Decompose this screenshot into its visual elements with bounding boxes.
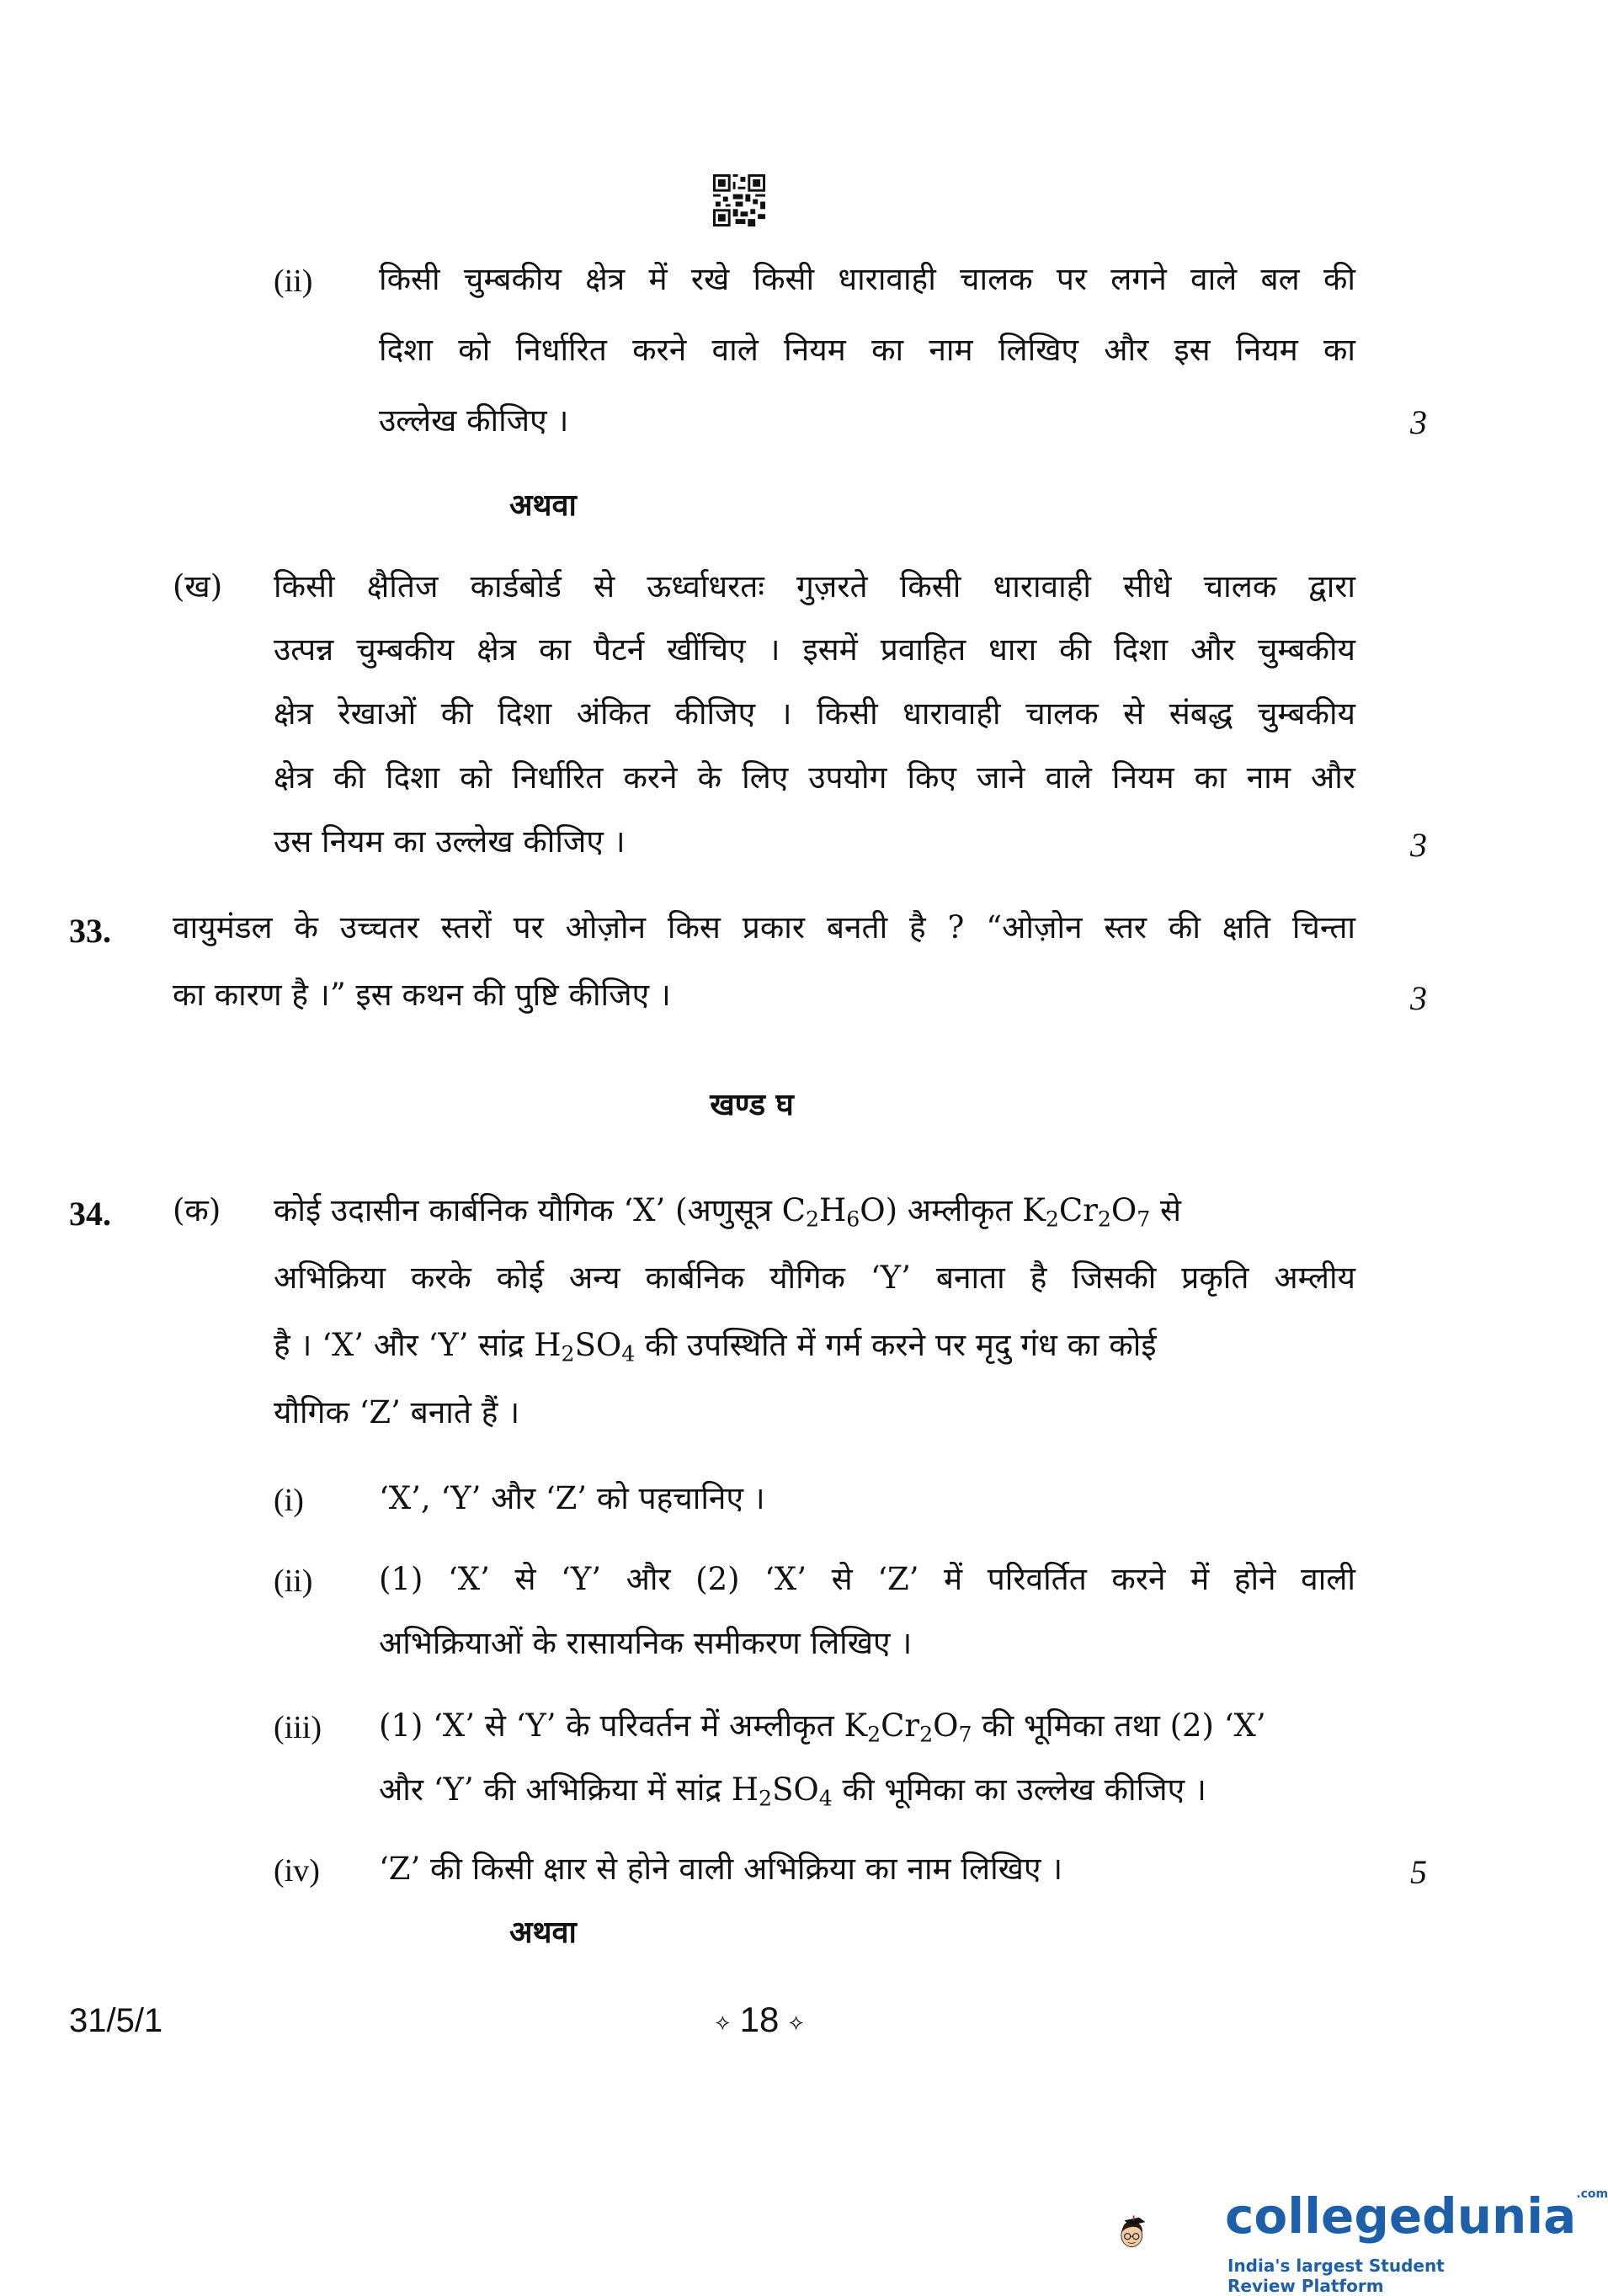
or-heading-2: अथवा [509,1915,577,1950]
q32-ii-line-2: दिशा को निर्धारित करने वाले नियम का नाम लिखिए और इस नियम का [379,332,1355,368]
ornament-left-icon: ⟡ [715,2008,730,2034]
q34-line-4: यौगिक ‘Z’ बनाते हैं । [274,1394,520,1430]
ornament-right-icon: ⟡ [789,2008,804,2034]
q32-b-label: (ख) [173,568,223,605]
q34-line-2: अभिक्रिया करके कोई अन्य कार्बनिक यौगिक ‘Y’ बनाता है जिसकी प्रकृति अम्लीय [274,1260,1355,1296]
q32-b-line-2: उत्पन्न चुम्बकीय क्षेत्र का पैटर्न खींचिए । इसमें प्रवाहित धारा की दिशा और चुम्बकीय [274,631,1355,668]
q34-marks: 5 [1410,1853,1427,1891]
q32-b-line-4: क्षेत्र की दिशा को निर्धारित करने के लिए उपयोग किए जाने वाले नियम का नाम और [274,759,1355,796]
q33-marks: 3 [1410,979,1427,1017]
q32-b-line-1: किसी क्षैतिज कार्डबोर्ड से ऊर्ध्वाधरतः गुज़रते किसी धारावाही सीधे चालक द्वारा [274,568,1355,605]
q34-label: (क) [173,1192,221,1228]
q34-iii-label: (iii) [274,1710,322,1745]
q34-ii-line-2: अभिक्रियाओं के रासायनिक समीकरण लिखिए । [379,1625,913,1661]
q32-b-line-3: क्षेत्र रेखाओं की दिशा अंकित कीजिए । किसी धारावाही चालक से संबद्ध चुम्बकीय [274,695,1355,732]
q34-ii-line-1: (1) ‘X’ से ‘Y’ और (2) ‘X’ से ‘Z’ में परिवर्तित करने में होने वाली [379,1561,1355,1597]
qr-code [713,174,765,226]
q32-ii-marks: 3 [1410,403,1427,441]
page-number: ⟡ 18 ⟡ [715,2000,804,2039]
brand-tagline: India's largest Student Review Platform [1227,2256,1445,2296]
q34-iii-line-1: (1) ‘X’ से ‘Y’ के परिवर्तन में अम्लीकृत $K_2Cr_2O_7$ की भूमिका तथा (2) ‘X’ [379,1707,1266,1747]
or-heading-1: अथवा [509,487,577,523]
q32-ii-line-3: उल्लेख कीजिए । [379,402,569,439]
q34-iv-text: ‘Z’ की किसी क्षार से होने वाली अभिक्रिया का नाम लिखिए । [379,1851,1063,1887]
q34-ii-label: (ii) [274,1564,313,1599]
q34-i-text: ‘X’, ‘Y’ और ‘Z’ को पहचानिए । [379,1480,765,1516]
q34-line-3: है । ‘X’ और ‘Y’ सांद्र $H_2SO_4$ की उपस्थिति में गर्म करने पर मृदु गंध का कोई [274,1327,1157,1366]
q33-line-2: का कारण है ।” इस कथन की पुष्टि कीजिए । [173,977,671,1013]
section-heading: खण्ड घ [710,1087,794,1122]
q32-ii-line-1: किसी चुम्बकीय क्षेत्र में रखे किसी धारावाही चालक पर लगने वाले बल की [379,261,1355,297]
q33-number: 33. [69,912,111,950]
q32-ii-label: (ii) [274,264,313,299]
q33-line-1: वायुमंडल के उच्चतर स्तरों पर ओज़ोन किस प्रकार बनती है ? “ओज़ोन स्तर की क्षति चिन्ता [173,909,1355,946]
brand-name: collegedunia$^{.com}$ [1225,2187,1608,2245]
q34-i-label: (i) [274,1483,304,1518]
q34-iv-label: (iv) [274,1853,320,1888]
collegedunia-mascot-icon [1115,2176,1225,2286]
q32-b-marks: 3 [1410,826,1427,864]
paper-code: 31/5/1 [69,2002,163,2039]
q34-line-1: कोई उदासीन कार्बनिक यौगिक ‘X’ (अणुसूत्र $C_2H_6O$) अम्लीकृत $K_2Cr_2O_7$ से [274,1192,1182,1232]
q32-b-line-5: उस नियम का उल्लेख कीजिए । [274,823,626,860]
q34-number: 34. [69,1195,111,1233]
q34-iii-line-2: और ‘Y’ की अभिक्रिया में सांद्र $H_2SO_4$ की भूमिका का उल्लेख कीजिए । [379,1771,1206,1811]
